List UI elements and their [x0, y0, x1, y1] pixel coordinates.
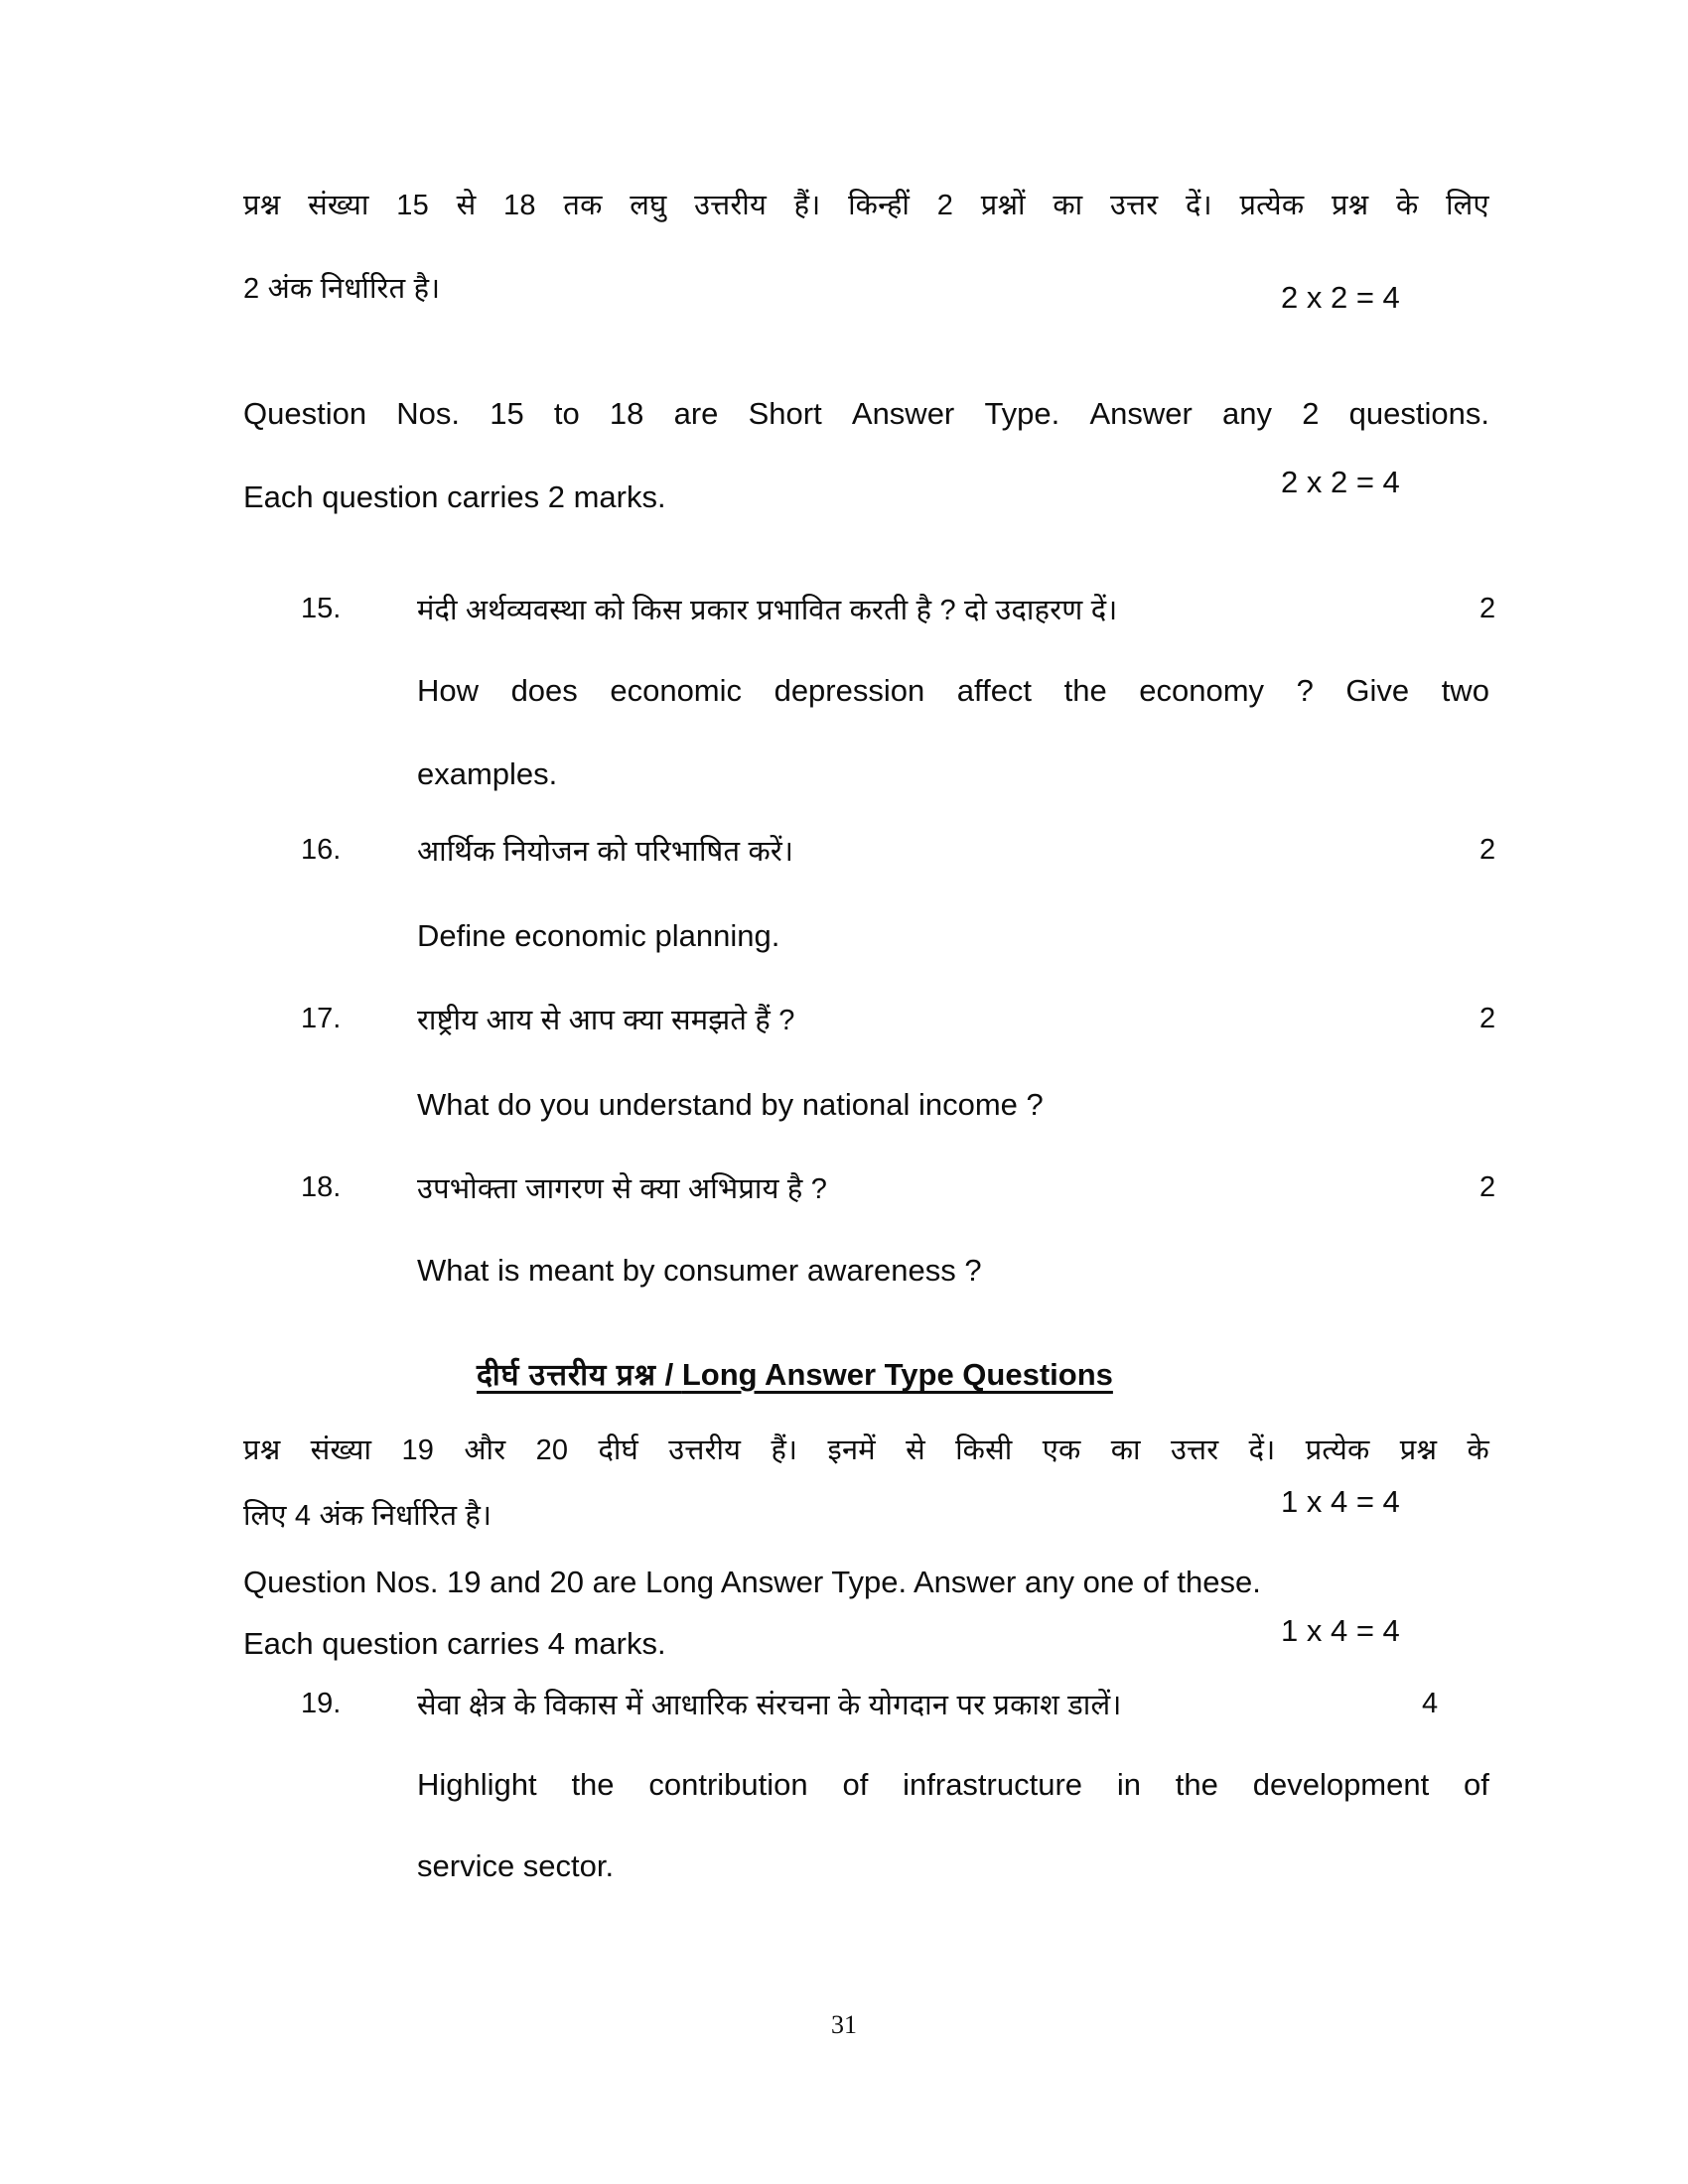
hindi-instruction-line-1 — [243, 164, 1489, 247]
word: of — [1464, 1767, 1489, 1802]
word: और — [464, 1434, 506, 1466]
word: Highlight — [417, 1767, 537, 1802]
word: 2 — [1302, 396, 1320, 431]
word: उत्तर — [1109, 190, 1159, 221]
question-18-number: 18. — [301, 1171, 342, 1203]
english-instruction-line-2: Each question carries 2 marks. — [243, 479, 666, 514]
word: economy — [1139, 673, 1265, 708]
long-answer-hindi-marks: 1 x 4 = 4 — [1281, 1484, 1400, 1519]
word: ? — [1296, 673, 1314, 708]
question-16-marks: 2 — [1479, 834, 1496, 866]
word: contribution — [648, 1767, 808, 1802]
word: to — [553, 396, 580, 431]
word: का — [1053, 190, 1083, 221]
word: in — [1116, 1767, 1141, 1802]
english-instruction-line-1 — [243, 372, 1489, 456]
word: the — [1175, 1767, 1218, 1802]
word: 18 — [503, 190, 536, 221]
heading-english-part: Long Answer Type Questions — [681, 1357, 1113, 1392]
word: इनमें — [827, 1434, 876, 1466]
word: Answer — [851, 396, 955, 431]
word: के — [1396, 190, 1419, 221]
word: प्रश्न — [243, 1434, 281, 1466]
word: 19 — [401, 1434, 435, 1466]
word: the — [571, 1767, 615, 1802]
word: से — [906, 1434, 925, 1466]
question-15-marks: 2 — [1479, 593, 1496, 624]
word: questions. — [1348, 396, 1489, 431]
word: दें। — [1248, 1434, 1276, 1466]
word: प्रश्न — [1331, 190, 1369, 221]
word: any — [1222, 396, 1273, 431]
word: से — [456, 190, 477, 221]
word: Question — [243, 396, 367, 431]
question-16-number: 16. — [301, 834, 342, 866]
short-answer-english-marks: 2 x 2 = 4 — [1281, 465, 1400, 499]
word: प्रश्नों — [980, 190, 1026, 221]
long-answer-english-marks: 1 x 4 = 4 — [1281, 1613, 1400, 1648]
word: How — [417, 673, 480, 708]
word: उत्तरीय — [694, 190, 768, 221]
page-number: 31 — [831, 2010, 857, 2039]
word: affect — [956, 673, 1033, 708]
question-18-hindi: उपभोक्ता जागरण से क्या अभिप्राय है ? — [417, 1173, 828, 1205]
word: 15 — [396, 190, 429, 221]
long-english-instruction-line-1: Question Nos. 19 and 20 are Long Answer Type. Answer any one of these. — [243, 1565, 1261, 1599]
short-answer-english-instruction — [243, 372, 1489, 539]
word: infrastructure — [903, 1767, 1083, 1802]
word: the — [1063, 673, 1107, 708]
word: are — [673, 396, 719, 431]
question-19-english-line-2: service sector. — [417, 1848, 615, 1883]
word: संख्या — [310, 1434, 372, 1466]
word: Nos. — [396, 396, 461, 431]
question-16-english-line-1: Define economic planning. — [417, 918, 780, 953]
question-15-english-line-2: examples. — [417, 756, 558, 791]
word: Short — [748, 396, 822, 431]
word: एक — [1042, 1434, 1081, 1466]
word: does — [510, 673, 578, 708]
long-answer-hindi-instruction — [243, 1418, 1489, 1549]
word: Type. — [984, 396, 1060, 431]
word: का — [1110, 1434, 1141, 1466]
question-18-marks: 2 — [1479, 1171, 1496, 1203]
long-answer-section-heading — [477, 1353, 1113, 1394]
hindi-instruction-line-2: 2 अंक निर्धारित है। — [243, 273, 441, 305]
question-17-marks: 2 — [1479, 1003, 1496, 1034]
word: दें। — [1186, 190, 1212, 221]
question-17-number: 17. — [301, 1003, 342, 1034]
question-19-marks: 4 — [1422, 1688, 1439, 1719]
word: उत्तरीय — [668, 1434, 742, 1466]
long-hindi-instruction-line-1 — [243, 1418, 1489, 1483]
word: depression — [774, 673, 925, 708]
question-16-hindi: आर्थिक नियोजन को परिभाषित करें। — [417, 836, 794, 868]
word: two — [1441, 673, 1489, 708]
word: तक — [563, 190, 603, 221]
word: 15 — [490, 396, 524, 431]
word: उत्तर — [1170, 1434, 1219, 1466]
word: development — [1252, 1767, 1430, 1802]
question-17-hindi: राष्ट्रीय आय से आप क्या समझते हैं ? — [417, 1005, 795, 1036]
word: दीर्घ — [598, 1434, 638, 1466]
question-15-number: 15. — [301, 593, 342, 624]
word: हैं। — [771, 1434, 798, 1466]
question-19-english-line-1 — [417, 1767, 1489, 1803]
word: of — [842, 1767, 869, 1802]
word: लघु — [630, 190, 667, 221]
word: प्रत्येक — [1305, 1434, 1370, 1466]
question-15-english-line-1 — [417, 673, 1489, 709]
heading-hindi-part: दीर्घ उत्तरीय प्रश्न — [477, 1359, 656, 1392]
question-15-hindi: मंदी अर्थव्यवस्था को किस प्रकार प्रभावित करती है ? दो उदाहरण दें। — [417, 595, 1118, 626]
question-19-hindi: सेवा क्षेत्र के विकास में आधारिक संरचना के योगदान पर प्रकाश डालें। — [417, 1690, 1122, 1721]
word: प्रश्न — [243, 190, 281, 221]
question-19-number: 19. — [301, 1688, 342, 1719]
word: 18 — [609, 396, 644, 431]
word: किन्हीं — [848, 190, 911, 221]
word: के — [1467, 1434, 1489, 1466]
word: Give — [1345, 673, 1410, 708]
question-17-english-line-1: What do you understand by national income ? — [417, 1087, 1044, 1122]
word: किसी — [955, 1434, 1013, 1466]
word: 20 — [535, 1434, 569, 1466]
heading-separator: / — [656, 1357, 682, 1392]
word: लिए — [1446, 190, 1489, 221]
word: प्रत्येक — [1239, 190, 1305, 221]
word: Answer — [1089, 396, 1193, 431]
word: 2 — [936, 190, 954, 221]
short-answer-hindi-marks: 2 x 2 = 4 — [1281, 280, 1400, 315]
word: संख्या — [308, 190, 369, 221]
long-english-instruction-line-2: Each question carries 4 marks. — [243, 1626, 666, 1661]
long-hindi-instruction-line-2: लिए 4 अंक निर्धारित है। — [243, 1500, 492, 1532]
word: प्रश्न — [1399, 1434, 1438, 1466]
word: हैं। — [793, 190, 821, 221]
word: economic — [610, 673, 743, 708]
question-18-english-line-1: What is meant by consumer awareness ? — [417, 1253, 982, 1288]
